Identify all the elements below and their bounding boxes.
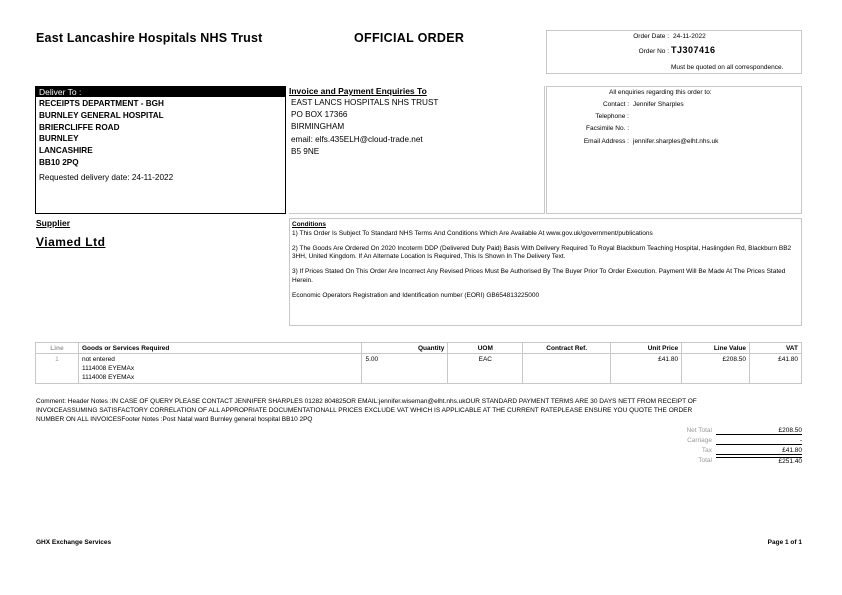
conditions-box xyxy=(289,218,802,326)
deliver-line: LANCASHIRE xyxy=(39,146,93,156)
table-header-row xyxy=(36,343,802,354)
col-contract: Contract Ref. xyxy=(523,343,611,354)
invoice-line: EAST LANCS HOSPITALS NHS TRUST xyxy=(291,98,439,107)
col-quantity: Quantity xyxy=(362,343,448,354)
deliver-address xyxy=(36,97,285,170)
goods-line: 1114008 EYEMAx xyxy=(81,365,135,372)
goods-line: not entered xyxy=(81,356,115,363)
document-title: OFFICIAL ORDER xyxy=(354,31,465,45)
order-date-label: Order Date : xyxy=(633,33,669,40)
net-total-row xyxy=(640,427,802,437)
table-row xyxy=(36,354,802,384)
invoice-address xyxy=(289,97,544,158)
invoice-title: Invoice and Payment Enquiries To xyxy=(289,86,427,96)
email-label: Email Address : xyxy=(583,138,629,145)
col-line-value: Line Value xyxy=(682,343,750,354)
requested-delivery-date: Requested delivery date: 24-11-2022 xyxy=(39,172,174,182)
condition-item: 1) This Order Is Subject To Standard NHS Terms And Conditions Which Are Available At www.gov.uk/government/publications xyxy=(292,229,653,237)
contact-value: Jennifer Sharples xyxy=(633,101,684,108)
condition-item: 3) If Prices Stated On This Order Are Incorrect Any Revised Prices Must Be Authorised By The Buyer Prior To Order Execution. Payment Will Be Made At The Prices Stated Herein. xyxy=(292,268,786,284)
cell-vat: £41.80 xyxy=(749,354,801,384)
deliver-to-title: Deliver To : xyxy=(36,87,285,97)
invoice-enquiries-box xyxy=(289,86,545,214)
deliver-line: BB10 2PQ xyxy=(39,157,79,167)
cell-goods xyxy=(78,354,362,384)
footer-provider: GHX Exchange Services xyxy=(36,539,112,546)
deliver-line: BURNLEY GENERAL HOSPITAL xyxy=(39,110,164,120)
col-unit-price: Unit Price xyxy=(611,343,682,354)
cell-line-value: £208.50 xyxy=(682,354,750,384)
condition-item: Economic Operators Registration and Identification number (EORI) GB654813225000 xyxy=(292,292,540,300)
net-total-label: Net Total xyxy=(686,427,712,434)
col-uom: UOM xyxy=(448,343,523,354)
fax-label: Facsimile No. : xyxy=(586,125,629,132)
cell-uom: EAC xyxy=(448,354,523,384)
invoice-line: BIRMINGHAM xyxy=(291,122,345,132)
order-info-box xyxy=(546,30,802,74)
cell-quantity: 5.00 xyxy=(362,354,448,384)
carriage-value: - xyxy=(716,437,802,445)
col-vat: VAT xyxy=(749,343,801,354)
order-comment: Comment: Header Notes :IN CASE OF QUERY PLEASE CONTACT JENNIFER SHARPLES 01282 804825OR EMAIL:jennifer.wiseman@elht.nhs.ukOUR STANDARD PAYMENT TERMS ARE 30 DAYS NETT FROM RECEIPT OF INVOICEASSUMING SATISFACTORY CORRELATION OF ALL APPROPRIATE DOCUMENTATIONALL PRICES EXCLUDE VAT WHICH IS APPLICABLE AT THE CURRENT RATEPLEASE ENSURE YOU QUOTE THE ORDER NUMBER ON ALL INVOICESFooter Notes :Post Natal ward Burnley general hospital BB10 2PQ xyxy=(36,398,697,423)
supplier-name: Viamed Ltd xyxy=(36,235,106,249)
supplier-label: Supplier xyxy=(36,218,71,228)
totals-block xyxy=(640,427,802,467)
carriage-label: Carriage xyxy=(687,437,712,444)
telephone-label: Telephone : xyxy=(595,113,629,120)
grand-total-value: £251.40 xyxy=(716,457,802,465)
order-no-note: Must be quoted on all correspondence. xyxy=(671,64,784,71)
order-no-value: TJ307416 xyxy=(671,45,716,55)
cell-unit-price: £41.80 xyxy=(611,354,682,384)
order-no-label: Order No : xyxy=(638,48,669,55)
cell-contract xyxy=(523,354,611,384)
invoice-line: B5 9NE xyxy=(291,146,320,156)
tax-value: £41.80 xyxy=(716,447,802,455)
grand-total-label: Total xyxy=(698,457,712,464)
tax-label: Tax xyxy=(701,447,712,454)
page-number: Page 1 of 1 xyxy=(767,539,802,546)
order-date-value: 24-11-2022 xyxy=(673,33,706,40)
cell-line: 1 xyxy=(36,354,79,384)
invoice-line: PO BOX 17366 xyxy=(291,110,348,120)
deliver-line: RECEIPTS DEPARTMENT - BGH xyxy=(39,99,164,108)
net-total-value: £208.50 xyxy=(716,427,802,435)
deliver-line: BRIERCLIFFE ROAD xyxy=(39,122,120,132)
carriage-row xyxy=(640,437,802,447)
deliver-line: BURNLEY xyxy=(39,134,79,144)
deliver-to-box xyxy=(35,86,286,214)
tax-row xyxy=(640,447,802,457)
contact-label: Contact : xyxy=(602,101,629,108)
grand-total-row xyxy=(640,457,802,467)
invoice-email[interactable]: email: elfs.435ELH@cloud-trade.net xyxy=(291,134,423,144)
trust-name: East Lancashire Hospitals NHS Trust xyxy=(36,31,263,45)
col-goods: Goods or Services Required xyxy=(78,343,362,354)
enquiries-heading: All enquiries regarding this order to: xyxy=(609,89,712,96)
condition-item: 2) The Goods Are Ordered On 2020 Incoterm DDP (Delivered Duty Paid) Basis With Delivery Required To Royal Blackburn Teaching Hospital, Haslingden Rd, Blackburn BB2 3HH, United Kingdom. If An Alternate Location Is Required, This Is Shown In The Delivery Text. xyxy=(292,244,792,261)
email-value[interactable]: jennifer.sharples@elht.nhs.uk xyxy=(633,138,719,145)
order-items-table xyxy=(35,342,802,384)
enquiries-box xyxy=(546,86,802,214)
conditions-title: Conditions xyxy=(292,221,326,228)
goods-line: 1114008 EYEMAx xyxy=(81,374,135,381)
col-line: Line xyxy=(36,343,79,354)
